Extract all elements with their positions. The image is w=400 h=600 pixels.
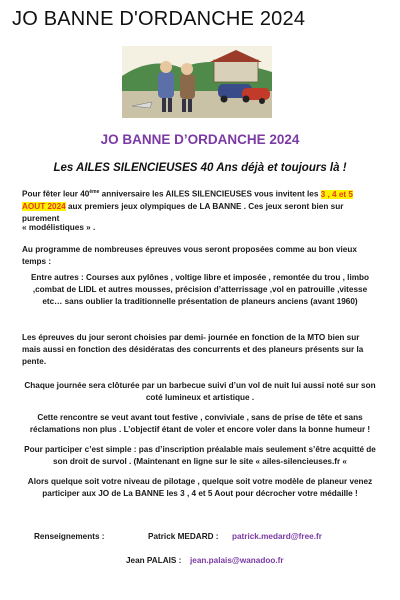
document-title: JO BANNE D’ORDANCHE 2024 [100, 132, 300, 147]
contact-person-2: Jean PALAIS : [126, 556, 182, 565]
cartoon-illustration [122, 46, 272, 118]
events-paragraph: Entre autres : Courses aux pylônes , voltige libre et imposée , remontée du trou , limbo ,combat de LIDL et autres mousses, précision d’atterrissage ,vol en patrouille ,vitesse etc… sans oublier la traditionnelle présentation de planeurs anciens (avant 1960) [30, 273, 370, 306]
contact-email-2[interactable]: jean.palais@wanadoo.fr [190, 556, 284, 565]
participate-paragraph: Pour participer c’est simple : pas d’inscription préalable mais seulement s’être acquitté de son droit de survol . (Maintenant en ligne sur le site « ailes-silencieuses.fr « [24, 445, 376, 466]
festive-paragraph: Cette rencontre se veut avant tout festive , conviviale , sans de prise de tête et sans réclamations non plus . L’objectif étant de voler et encore voler dans la bonne humeur ! [29, 413, 371, 434]
document-subtitle: Les AILES SILENCIEUSES 40 Ans déjà et toujours là ! [53, 162, 347, 174]
contact-email-1[interactable]: patrick.medard@free.fr [232, 532, 322, 541]
intro-paragraph: Pour fêter leur 40ème anniversaire les AILES SILENCIEUSES vous invitent les 3 , 4 et 5 AOUT 2024 aux premiers jeux olympiques de LA BANNE . Ces jeux seront bien sur purement [22, 189, 353, 223]
program-paragraph: Au programme de nombreuses épreuves vous seront proposées comme au bon vieux temps : [22, 245, 357, 266]
barbecue-paragraph: Chaque journée sera clôturée par un barbecue suivi d’un vol de nuit lui aussi noté sur son coté lumineux et artistique . [24, 381, 376, 402]
schedule-paragraph: Les épreuves du jour seront choisies par demi- journée en fonction de la MTO bien sur mais aussi en fonction des désidératas des concurrents et des planeurs présents sur la pente. [22, 333, 364, 366]
page-title: JO BANNE D'ORDANCHE 2024 [12, 8, 306, 30]
modelistique-line: « modélistiques » . [22, 223, 96, 232]
event-dates-highlight: 3 , 4 et 5 AOUT 2024 [22, 189, 353, 211]
contact-person-1: Patrick MEDARD : [148, 532, 219, 541]
contacts-label: Renseignements : [34, 532, 105, 541]
closing-paragraph: Alors quelque soit votre niveau de pilotage , quelque soit votre modèle de planeur venez participer aux JO de La BANNE les 3 , 4 et 5 Aout pour décrocher votre médaille ! [27, 477, 373, 498]
